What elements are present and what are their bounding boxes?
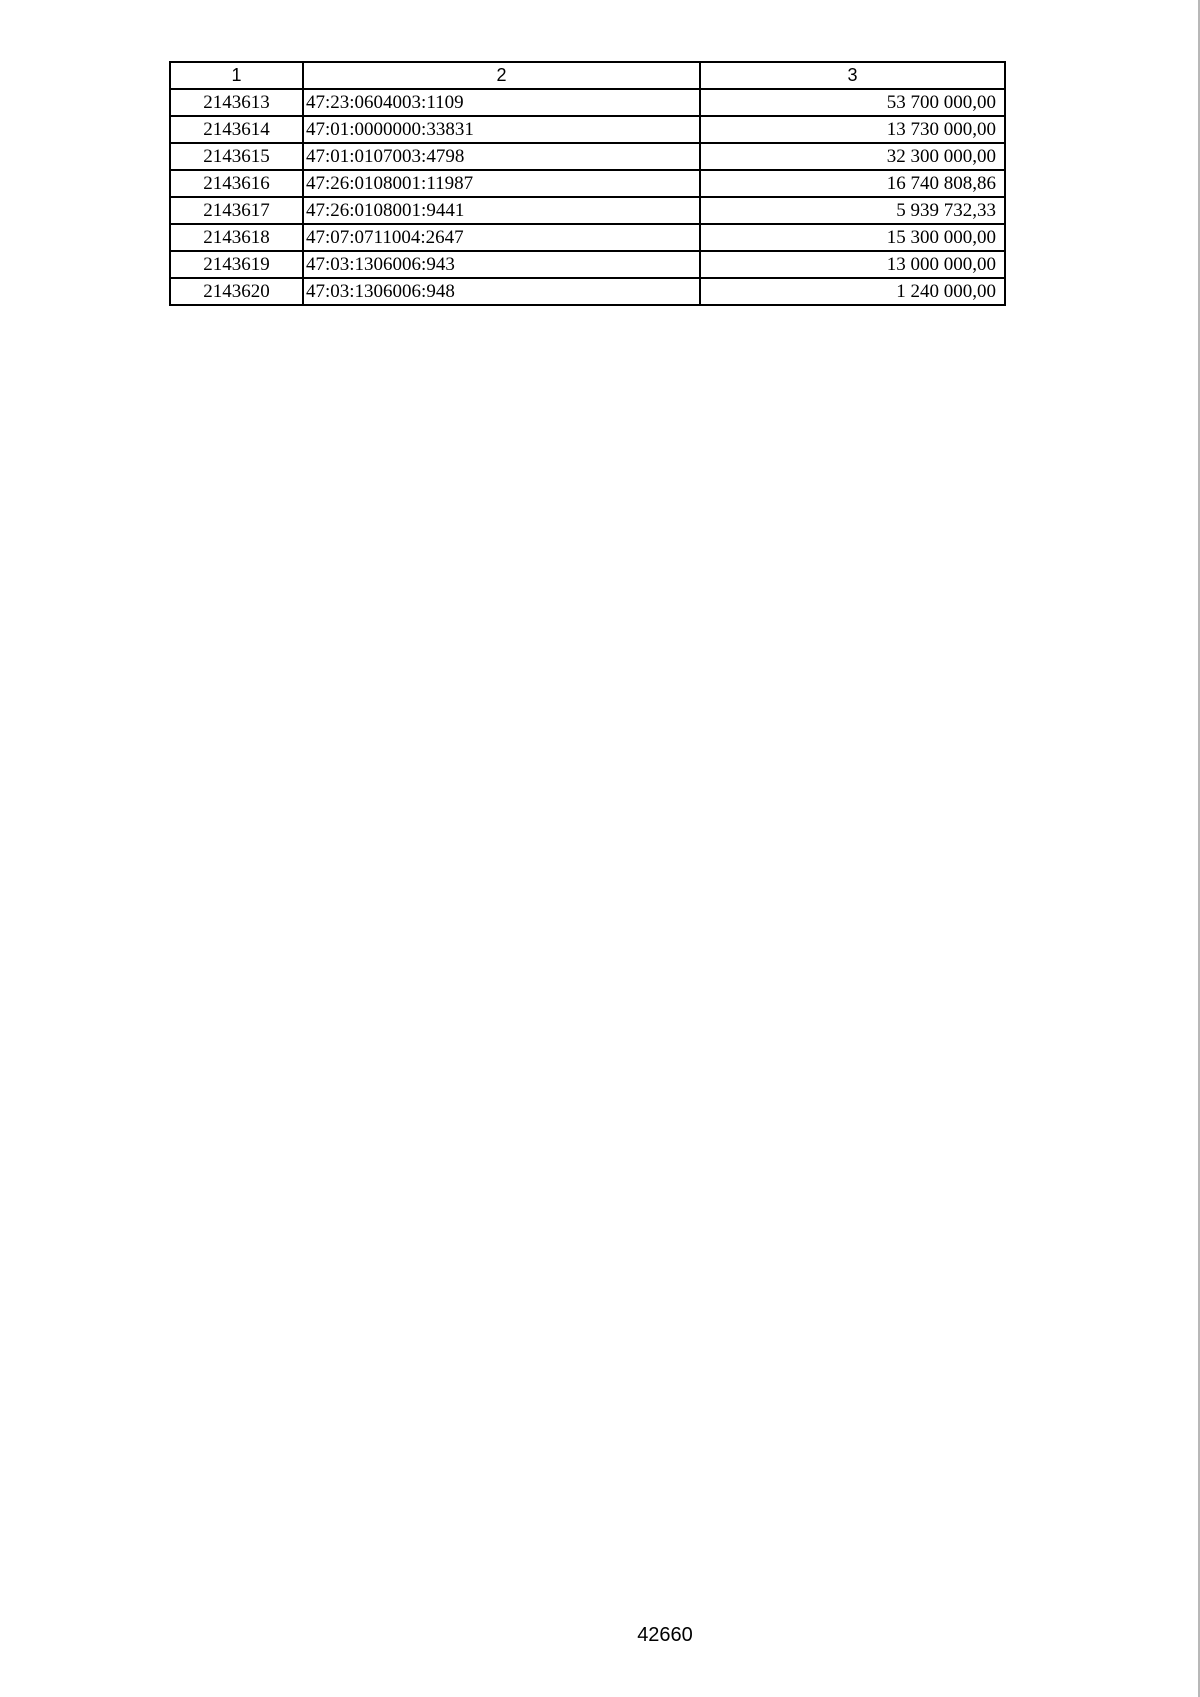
cadastral-number-cell: 47:23:0604003:1109 — [303, 89, 700, 116]
page-number: 42660 — [637, 1624, 693, 1646]
table-row — [170, 278, 1005, 305]
row-number-cell: 2143620 — [170, 278, 303, 305]
table-row — [170, 143, 1005, 170]
table-row — [170, 251, 1005, 278]
table-header-row — [170, 62, 1005, 89]
cadastral-number-cell: 47:03:1306006:943 — [303, 251, 700, 278]
table-row — [170, 116, 1005, 143]
column-header-2: 2 — [303, 62, 700, 89]
table-row — [170, 170, 1005, 197]
cadastral-number-cell: 47:01:0107003:4798 — [303, 143, 700, 170]
value-cell: 13 730 000,00 — [700, 116, 1005, 143]
table-row — [170, 89, 1005, 116]
cadastral-number-cell: 47:26:0108001:11987 — [303, 170, 700, 197]
value-cell: 53 700 000,00 — [700, 89, 1005, 116]
row-number-cell: 2143619 — [170, 251, 303, 278]
row-number-cell: 2143616 — [170, 170, 303, 197]
row-number-cell: 2143613 — [170, 89, 303, 116]
cadastral-number-cell: 47:07:0711004:2647 — [303, 224, 700, 251]
data-table — [169, 61, 1006, 306]
value-cell: 15 300 000,00 — [700, 224, 1005, 251]
row-number-cell: 2143618 — [170, 224, 303, 251]
value-cell: 5 939 732,33 — [700, 197, 1005, 224]
cadastral-number-cell: 47:03:1306006:948 — [303, 278, 700, 305]
value-cell: 13 000 000,00 — [700, 251, 1005, 278]
column-header-3: 3 — [700, 62, 1005, 89]
row-number-cell: 2143615 — [170, 143, 303, 170]
cadastral-number-cell: 47:01:0000000:33831 — [303, 116, 700, 143]
table-row — [170, 224, 1005, 251]
cadastral-number-cell: 47:26:0108001:9441 — [303, 197, 700, 224]
row-number-cell: 2143617 — [170, 197, 303, 224]
value-cell: 16 740 808,86 — [700, 170, 1005, 197]
value-cell: 1 240 000,00 — [700, 278, 1005, 305]
column-header-1: 1 — [170, 62, 303, 89]
value-cell: 32 300 000,00 — [700, 143, 1005, 170]
table-row — [170, 197, 1005, 224]
row-number-cell: 2143614 — [170, 116, 303, 143]
